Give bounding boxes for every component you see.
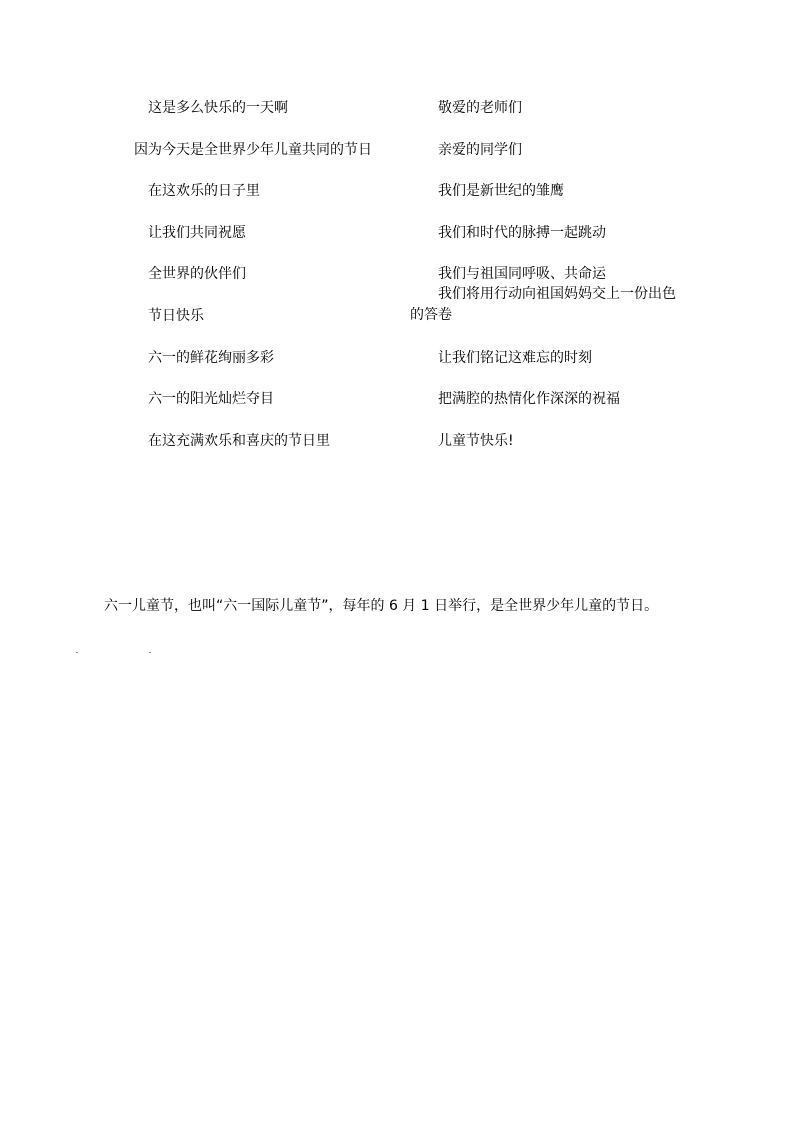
poem-line: 这是多么快乐的一天啊: [148, 100, 288, 116]
poem-line: 我们和时代的脉搏一起跳动: [438, 225, 606, 241]
poem-line: 让我们铭记这难忘的时刻: [438, 350, 592, 366]
poem-line: 在这充满欢乐和喜庆的节日里: [148, 433, 330, 449]
poem-line: 节日快乐: [148, 308, 204, 324]
poem-line: 在这欢乐的日子里: [148, 183, 260, 199]
footer-paragraph: 六一儿童节，也叫“六一国际儿童节”，每年的 6 月 1 日举行，是全世界少年儿童的节日。: [104, 598, 659, 614]
poem-line: 儿童节快乐!: [438, 433, 514, 449]
poem-line: 我们是新世纪的雏鹰: [438, 183, 564, 199]
poem-line: 全世界的伙伴们: [148, 266, 246, 282]
poem-line-wrapped: 我们将用行动向祖国妈妈交上一份出色的答卷: [410, 286, 676, 323]
poem-line: 把满腔的热情化作深深的祝福: [438, 391, 620, 407]
stray-mark: [149, 652, 151, 653]
poem-line: 六一的鲜花绚丽多彩: [148, 350, 274, 366]
poem-line: 敬爱的老师们: [438, 100, 522, 116]
stray-mark: [76, 652, 78, 653]
poem-line: 六一的阳光灿烂夺目: [148, 391, 274, 407]
poem-line: 因为今天是全世界少年儿童共同的节日: [134, 142, 372, 158]
poem-line: 让我们共同祝愿: [148, 225, 246, 241]
poem-line: 我们与祖国同呼吸、共命运: [438, 266, 606, 282]
poem-line: 亲爱的同学们: [438, 142, 522, 158]
